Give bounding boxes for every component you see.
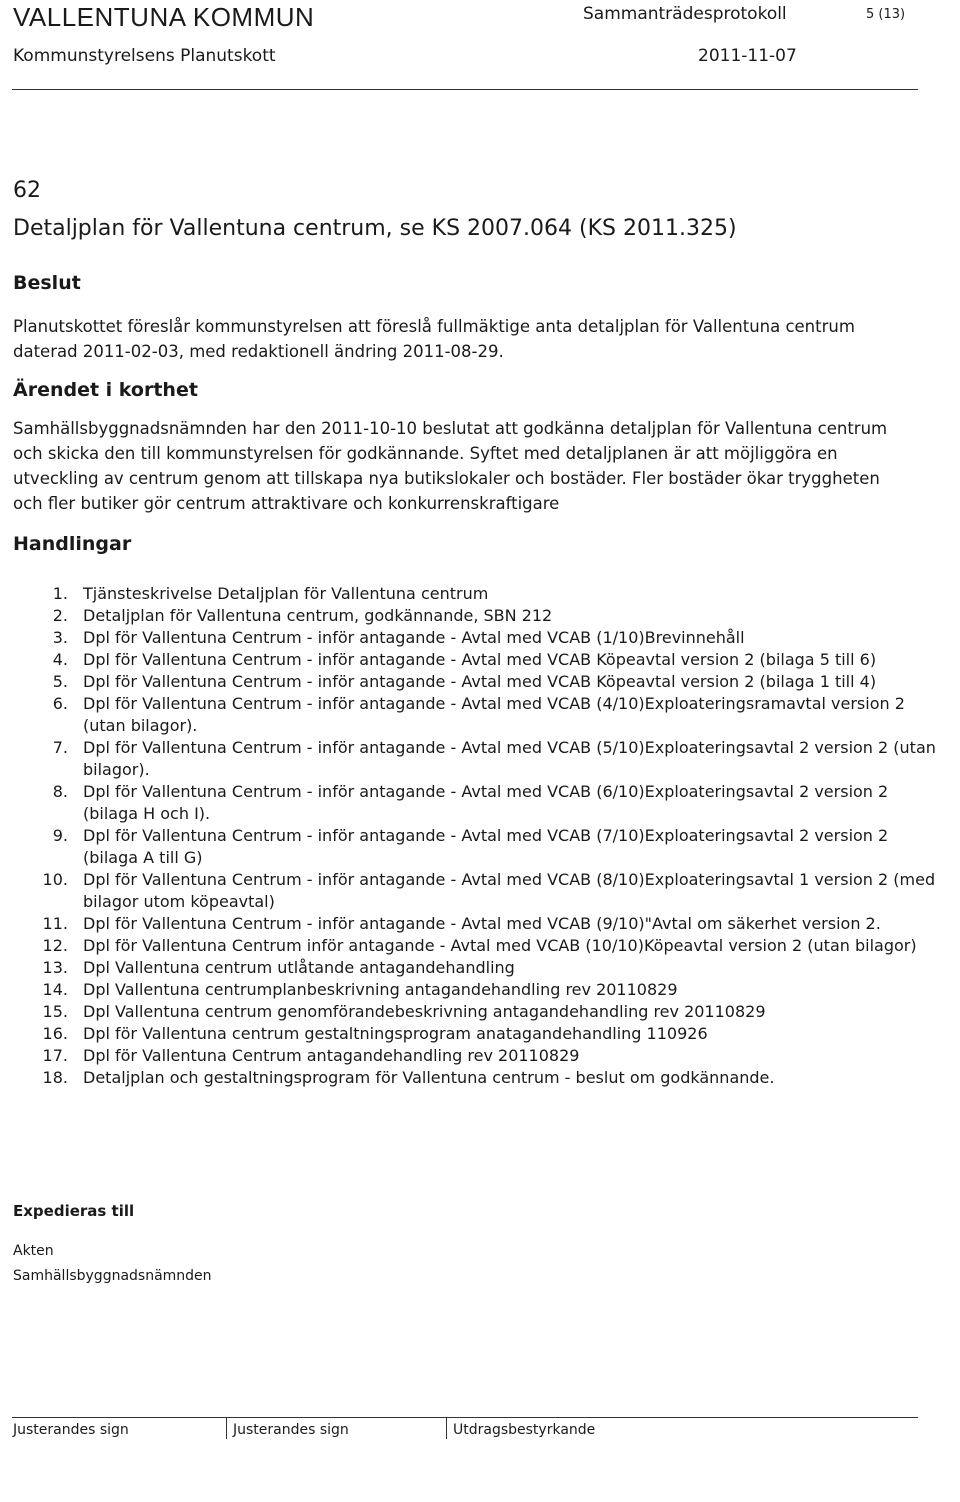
list-item-text: Detaljplan och gestaltningsprogram för Vallentuna centrum - beslut om godkännande. (83, 1068, 775, 1087)
recipient: Akten (13, 1243, 54, 1259)
list-item-number: 1. (52, 584, 68, 603)
list-item (0, 605, 940, 627)
list-item-number: 8. (52, 782, 68, 801)
list-item-number: 16. (42, 1024, 68, 1043)
list-item-number: 17. (42, 1046, 68, 1065)
meeting-date: 2011-11-07 (698, 46, 797, 66)
footer-divider (12, 1417, 918, 1418)
list-item-text: Dpl för Vallentuna Centrum - inför antagande - Avtal med VCAB (8/10)Exploateringsavtal 1 version 2 (med bilagor utom köpeavtal) (83, 870, 936, 911)
list-item-text: Dpl för Vallentuna Centrum - inför antagande - Avtal med VCAB Köpeavtal version 2 (bilaga 5 till 6) (83, 650, 877, 669)
list-item-number: 6. (52, 694, 68, 713)
beslut-text: Planutskottet föreslår kommunstyrelsen att föreslå fullmäktige anta detaljplan för Vallentuna centrum daterad 2011-02-03, med redaktionell ändring 2011-08-29. (13, 317, 855, 361)
list-item-number: 10. (42, 870, 68, 889)
list-item-text: Dpl för Vallentuna Centrum - inför antagande - Avtal med VCAB (6/10)Exploateringsavtal 2 version 2 (bilaga H och I). (83, 782, 889, 823)
list-item-number: 11. (42, 914, 68, 933)
list-item-number: 9. (52, 826, 68, 845)
list-item-text: Dpl för Vallentuna Centrum - inför antagande - Avtal med VCAB (4/10)Exploateringsramavtal version 2 (utan bilagor). (83, 694, 905, 735)
list-item-text: Tjänsteskrivelse Detaljplan för Vallentuna centrum (83, 584, 489, 603)
list-item (0, 1023, 940, 1045)
list-item (0, 1045, 940, 1067)
list-item (0, 627, 940, 649)
list-item-number: 2. (52, 606, 68, 625)
list-item-number: 13. (42, 958, 68, 977)
list-item (0, 935, 940, 957)
footer-separator (226, 1417, 227, 1439)
committee-name: Kommunstyrelsens Planutskott (13, 46, 276, 66)
list-item-text: Dpl Vallentuna centrum utlåtande antagandehandling (83, 958, 515, 977)
item-number: 62 (13, 178, 41, 203)
list-item-number: 3. (52, 628, 68, 647)
arendet-heading: Ärendet i korthet (13, 379, 198, 401)
organization-name: VALLENTUNA KOMMUN (13, 2, 315, 32)
list-item-text: Dpl för Vallentuna Centrum - inför antagande - Avtal med VCAB Köpeavtal version 2 (bilaga 1 till 4) (83, 672, 877, 691)
list-item-text: Dpl för Vallentuna Centrum - inför antagande - Avtal med VCAB (1/10)Brevinnehåll (83, 628, 745, 647)
list-item (0, 913, 940, 935)
list-item-text: Dpl för Vallentuna Centrum - inför antagande - Avtal med VCAB (5/10)Exploateringsavtal 2 version 2 (utan bilagor). (83, 738, 936, 779)
list-item-text: Dpl Vallentuna centrumplanbeskrivning antagandehandling rev 20110829 (83, 980, 678, 999)
beslut-heading: Beslut (13, 272, 81, 294)
list-item (0, 737, 940, 781)
list-item-number: 5. (52, 672, 68, 691)
list-item-number: 15. (42, 1002, 68, 1021)
page-number: 5 (13) (866, 7, 906, 22)
expedieras-heading: Expedieras till (13, 1202, 135, 1220)
list-item (0, 825, 940, 869)
list-item-text: Dpl för Vallentuna Centrum - inför antagande - Avtal med VCAB (7/10)Exploateringsavtal 2 version 2 (bilaga A till G) (83, 826, 889, 867)
handlingar-heading: Handlingar (13, 533, 132, 555)
list-item (0, 671, 940, 693)
arendet-text: Samhällsbyggnadsnämnden har den 2011-10-10 beslutat att godkänna detaljplan för Vallentuna centrum och skicka den till kommunstyrelsen för godkännande. Syftet med detaljplanen är att möjliggöra en utveckling av centrum genom att tillskapa nya butikslokaler och bostäder. Fler bostäder ökar tryggheten och fler butiker gör centrum attraktivare och konkurrenskraftigare (13, 419, 888, 513)
list-item (0, 583, 940, 605)
list-item (0, 1001, 940, 1023)
list-item-number: 18. (42, 1068, 68, 1087)
list-item (0, 649, 940, 671)
footer-certification: Utdragsbestyrkande (453, 1422, 596, 1438)
recipient: Samhällsbyggnadsnämnden (13, 1268, 212, 1284)
list-item (0, 979, 940, 1001)
list-item (0, 1067, 940, 1089)
list-item-text: Dpl Vallentuna centrum genomförandebeskrivning antagandehandling rev 20110829 (83, 1002, 766, 1021)
handlingar-list (0, 583, 940, 1089)
list-item-text: Dpl för Vallentuna Centrum antagandehandling rev 20110829 (83, 1046, 580, 1065)
list-item-text: Dpl för Vallentuna Centrum - inför antagande - Avtal med VCAB (9/10)"Avtal om säkerhet version 2. (83, 914, 881, 933)
list-item (0, 869, 940, 913)
footer-sign-2: Justerandes sign (233, 1422, 349, 1438)
list-item (0, 957, 940, 979)
list-item-text: Dpl för Vallentuna centrum gestaltningsprogram anatagandehandling 110926 (83, 1024, 708, 1043)
item-title: Detaljplan för Vallentuna centrum, se KS 2007.064 (KS 2011.325) (13, 216, 737, 241)
header-divider (12, 89, 918, 90)
list-item-number: 4. (52, 650, 68, 669)
list-item-text: Detaljplan för Vallentuna centrum, godkännande, SBN 212 (83, 606, 553, 625)
list-item (0, 693, 940, 737)
list-item-number: 14. (42, 980, 68, 999)
footer-separator (446, 1417, 447, 1439)
list-item-text: Dpl för Vallentuna Centrum inför antagande - Avtal med VCAB (10/10)Köpeavtal version 2 (utan bilagor) (83, 936, 917, 955)
list-item-number: 12. (42, 936, 68, 955)
list-item (0, 781, 940, 825)
document-type: Sammanträdesprotokoll (583, 4, 787, 24)
footer-sign-1: Justerandes sign (13, 1422, 129, 1438)
list-item-number: 7. (52, 738, 68, 757)
